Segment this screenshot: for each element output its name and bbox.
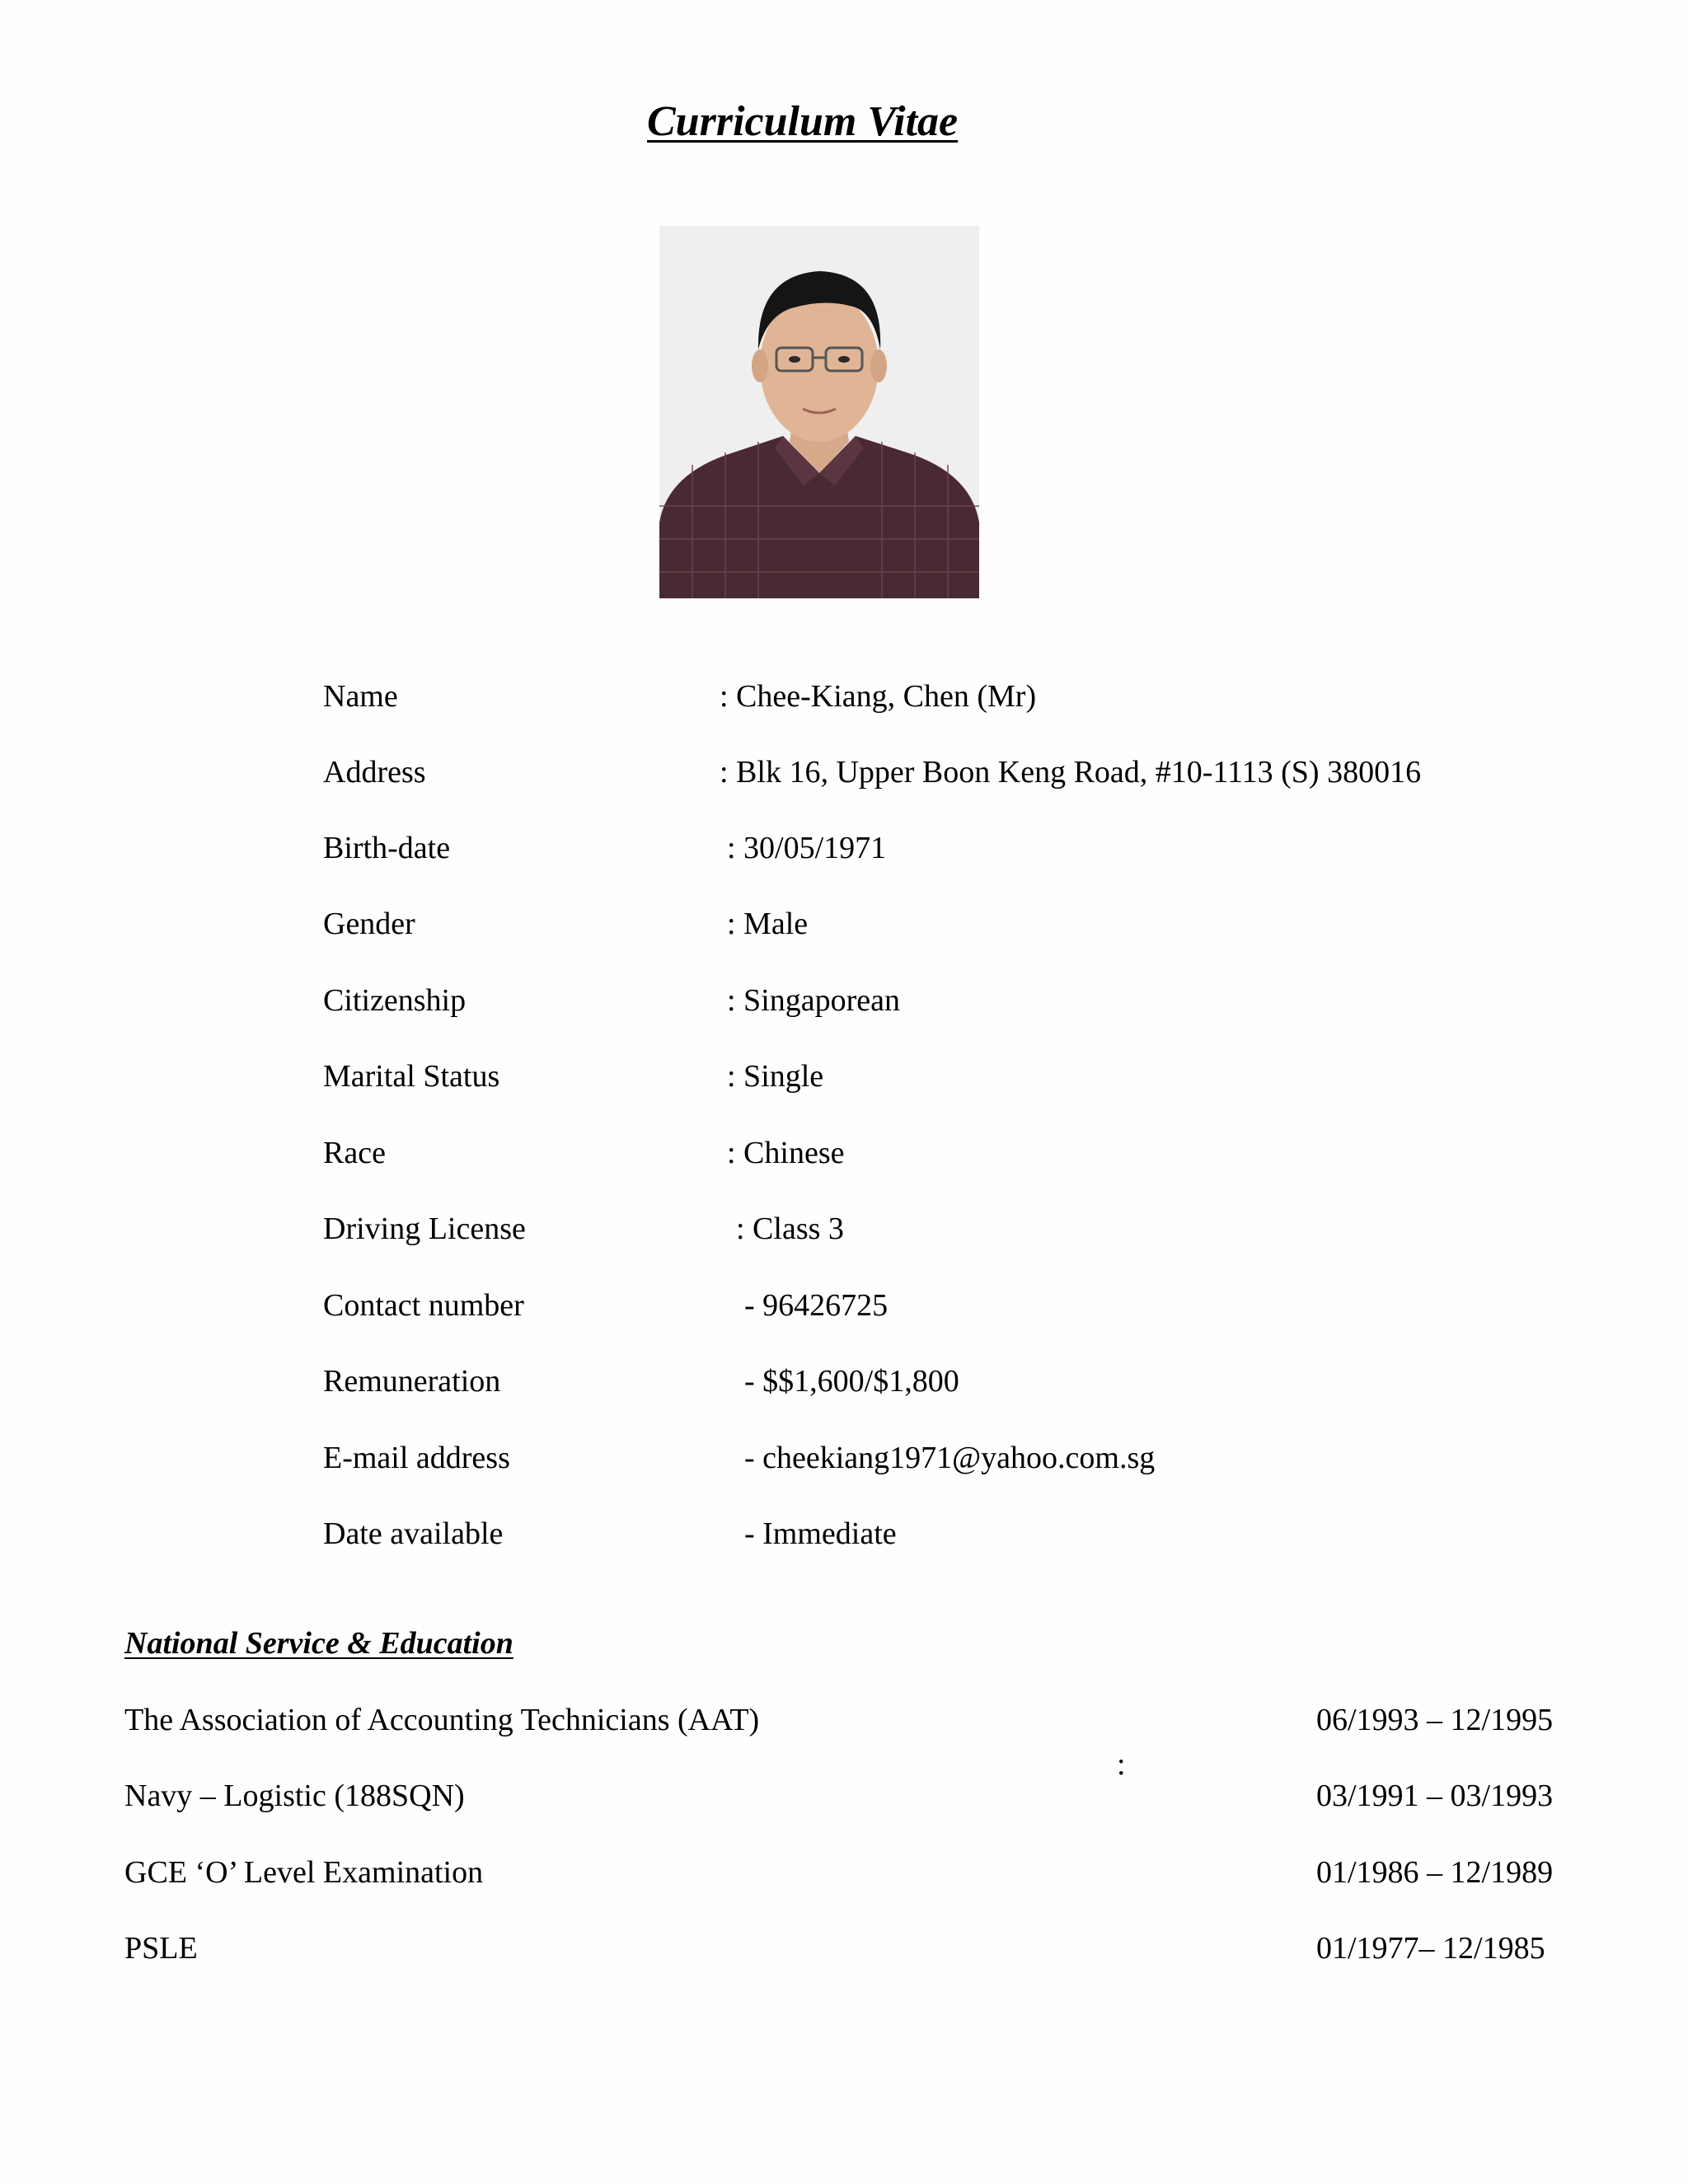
field-label-birth-date: Birth-date — [323, 831, 451, 865]
stray-colon: : — [1117, 1747, 1126, 1782]
field-value-gender: : Male — [727, 907, 809, 941]
education-item-label: The Association of Accounting Technicians (AAT) — [124, 1703, 760, 1737]
field-label-name: Name — [323, 679, 398, 714]
education-item-period: 01/1977– 12/1985 — [1316, 1931, 1545, 1966]
field-value-date-available: - Immediate — [744, 1516, 897, 1551]
profile-photo — [659, 226, 979, 598]
field-label-marital-status: Marital Status — [323, 1059, 500, 1094]
education-item-period: 06/1993 – 12/1995 — [1316, 1703, 1554, 1737]
field-label-remuneration: Remuneration — [323, 1364, 501, 1399]
education-item-period: 03/1991 – 03/1993 — [1316, 1779, 1554, 1813]
field-value-marital-status: : Single — [727, 1059, 824, 1094]
field-value-name: : Chee-Kiang, Chen (Mr) — [720, 679, 1037, 714]
field-label-citizenship: Citizenship — [323, 983, 467, 1018]
field-value-citizenship: : Singaporean — [727, 983, 901, 1018]
field-value-contact-number: - 96426725 — [744, 1288, 889, 1323]
education-item-label: GCE ‘O’ Level Examination — [124, 1855, 484, 1890]
field-label-race: Race — [323, 1136, 386, 1170]
education-item-period: 01/1986 – 12/1989 — [1316, 1855, 1554, 1890]
education-section-heading: National Service & Education — [124, 1626, 513, 1661]
education-item-label: Navy – Logistic (188SQN) — [124, 1779, 465, 1813]
field-label-address: Address — [323, 755, 426, 790]
document-title: Curriculum Vitae — [647, 98, 959, 145]
field-label-date-available: Date available — [323, 1516, 504, 1551]
field-value-driving-license: : Class 3 — [736, 1212, 844, 1246]
field-value-email-address: - cheekiang1971@yahoo.com.sg — [744, 1441, 1156, 1475]
education-item-label: PSLE — [124, 1931, 198, 1966]
field-value-address: : Blk 16, Upper Boon Keng Road, #10-1113 (S) 380016 — [720, 755, 1422, 790]
field-label-contact-number: Contact number — [323, 1288, 524, 1323]
field-label-gender: Gender — [323, 907, 415, 941]
field-value-birth-date: : 30/05/1971 — [727, 831, 887, 865]
field-label-email-address: E-mail address — [323, 1441, 510, 1475]
field-value-remuneration: - $$1,600/$1,800 — [744, 1364, 959, 1399]
field-value-race: : Chinese — [727, 1136, 845, 1170]
field-label-driving-license: Driving License — [323, 1212, 526, 1246]
